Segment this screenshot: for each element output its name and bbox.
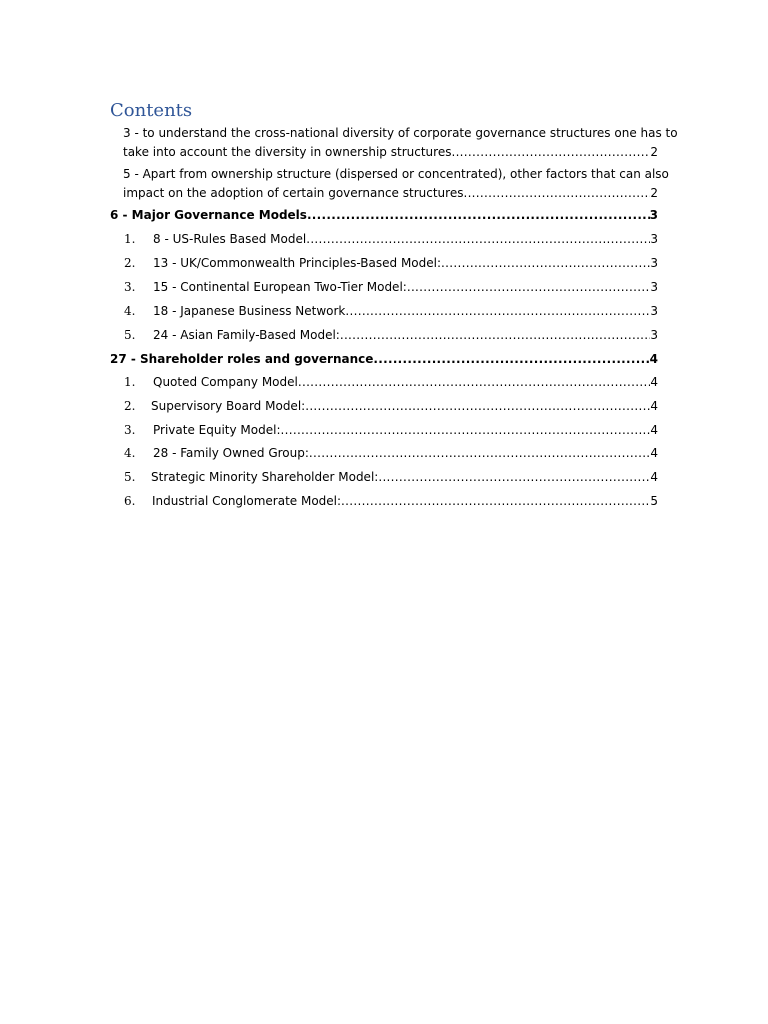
toc-item-title: Strategic Minority Shareholder Model: (151, 470, 379, 484)
toc-entry[interactable] (123, 165, 669, 203)
dot-leader (340, 326, 651, 345)
toc-item-title: 24 - Asian Family-Based Model: (153, 328, 340, 342)
dot-leader (280, 421, 650, 440)
toc-page-number: 3 (650, 304, 658, 318)
toc-item[interactable] (153, 230, 658, 249)
list-number: 1. (124, 375, 136, 389)
dot-leader (305, 397, 650, 416)
toc-section-title: 6 - Major Governance Models (110, 208, 307, 222)
toc-item-title: Quoted Company Model (153, 375, 298, 389)
toc-page-number: 4 (650, 423, 658, 437)
toc-item[interactable] (151, 397, 658, 416)
list-number: 4. (124, 304, 136, 318)
toc-item[interactable] (153, 326, 658, 345)
toc-item-title: Supervisory Board Model: (151, 399, 306, 413)
dot-leader (373, 350, 649, 369)
dot-leader (341, 492, 650, 511)
toc-entry-text-line2: take into account the diversity in ownership structures (123, 145, 452, 159)
toc-section-major-governance[interactable] (110, 206, 658, 225)
toc-section-title: 27 - Shareholder roles and governance (110, 352, 374, 366)
list-number: 6. (124, 494, 136, 508)
toc-item[interactable] (152, 492, 658, 511)
toc-page-number: 5 (650, 494, 658, 508)
toc-item-title: 15 - Continental European Two-Tier Model: (153, 280, 407, 294)
toc-item[interactable] (153, 254, 658, 273)
list-number: 4. (124, 446, 136, 460)
toc-page-number: 3 (650, 256, 658, 270)
toc-page-number: 3 (650, 280, 658, 294)
toc-page-number: 4 (649, 352, 658, 366)
toc-page-number: 4 (650, 399, 658, 413)
list-number: 1. (124, 232, 136, 246)
toc-entry[interactable] (123, 124, 678, 162)
dot-leader (309, 444, 650, 463)
list-number: 5. (124, 328, 136, 342)
contents-heading: Contents (110, 100, 193, 121)
toc-item[interactable] (153, 373, 658, 392)
toc-item-title: 8 - US-Rules Based Model (153, 232, 307, 246)
toc-entry-text-line1: 3 - to understand the cross-national diversity of corporate governance structures one has to (123, 126, 678, 140)
dot-leader (407, 278, 651, 297)
dot-leader (441, 254, 650, 273)
list-number: 3. (124, 423, 136, 437)
toc-page-number: 3 (649, 208, 658, 222)
toc-item-title: 18 - Japanese Business Network (153, 304, 346, 318)
toc-item[interactable] (153, 278, 658, 297)
toc-item-title: 28 - Family Owned Group: (153, 446, 309, 460)
toc-page-number: 2 (650, 186, 658, 200)
list-number: 2. (124, 256, 136, 270)
toc-item-title: Private Equity Model: (153, 423, 281, 437)
toc-page-number: 2 (650, 145, 658, 159)
toc-page-number: 3 (650, 328, 658, 342)
list-number: 5. (124, 470, 136, 484)
dot-leader (345, 302, 650, 321)
toc-section-shareholder-roles[interactable] (110, 350, 658, 369)
dot-leader (298, 373, 651, 392)
toc-entry-text-line1: 5 - Apart from ownership structure (dispersed or concentrated), other factors that can also (123, 167, 669, 181)
toc-item-title: 13 - UK/Commonwealth Principles-Based Model: (153, 256, 442, 270)
toc-item[interactable] (153, 302, 658, 321)
dot-leader (307, 206, 650, 225)
toc-page-number: 4 (650, 446, 658, 460)
toc-entry-text-line2: impact on the adoption of certain governance structures (123, 186, 464, 200)
toc-page-number: 4 (650, 375, 658, 389)
toc-page-number: 3 (650, 232, 658, 246)
toc-page-number: 4 (650, 470, 658, 484)
dot-leader (378, 468, 650, 487)
list-number: 3. (124, 280, 136, 294)
toc-item[interactable] (153, 421, 658, 440)
dot-leader (463, 184, 650, 203)
dot-leader (306, 230, 650, 249)
dot-leader (451, 143, 650, 162)
toc-item[interactable] (153, 444, 658, 463)
toc-item-title: Industrial Conglomerate Model: (152, 494, 342, 508)
list-number: 2. (124, 399, 136, 413)
toc-item[interactable] (151, 468, 658, 487)
